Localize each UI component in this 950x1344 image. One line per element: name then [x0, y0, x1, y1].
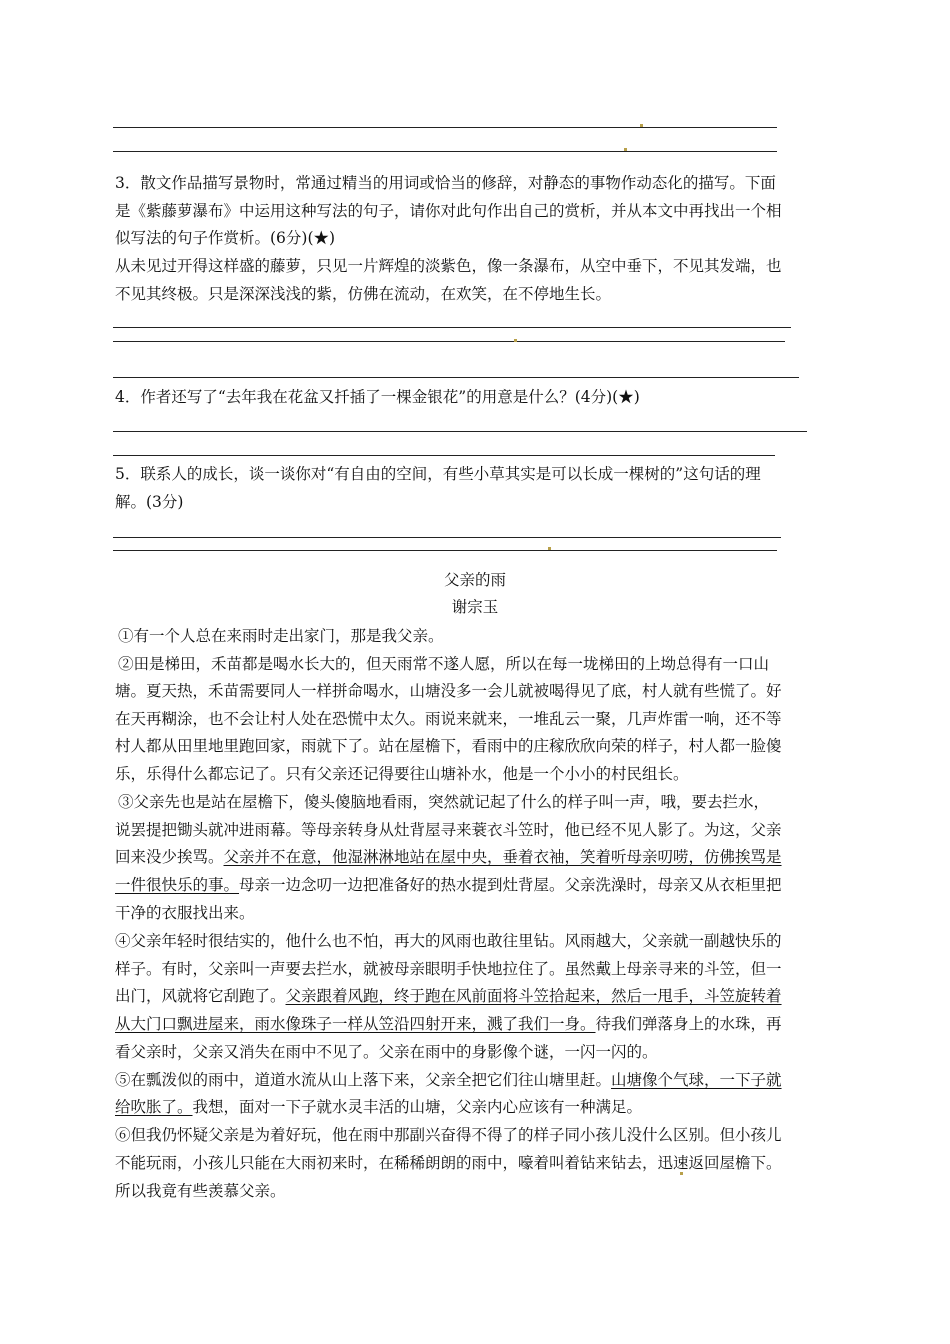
underlined-sentence: 一件很快乐的事。 — [115, 876, 240, 894]
paragraph-6-line-3: 所以我竟有些羡慕父亲。 — [115, 1182, 286, 1200]
paragraph-6-line-2: 不能玩雨，小孩儿只能在大雨初来时，在稀稀朗朗的雨中，嚎着叫着钻来钻去，迅速返回屋檐下。 — [115, 1154, 782, 1172]
paragraph-2-line-2: 塘。夏天热，禾苗需要同人一样拼命喝水，山塘没多一会儿就被喝得见了底，村人就有些慌了。好 — [115, 682, 782, 700]
question-3-quote-line-1: 从未见过开得这样盛的藤萝，只见一片辉煌的淡紫色，像一条瀑布，从空中垂下，不见其发端，也 — [115, 257, 782, 275]
underlined-sentence: 从大门口飘进屋来，雨水像珠子一样从笠沿四射开来，溅了我们一身。 — [115, 1015, 596, 1033]
paragraph-4-line-4 — [115, 1011, 782, 1038]
scan-speck — [640, 124, 643, 127]
answer-line — [113, 550, 777, 551]
answer-line — [113, 151, 777, 152]
paragraph-3-line-1: ③父亲先也是站在屋檐下，傻头傻脑地看雨，突然就记起了什么的样子叫一声，哦，要去拦水， — [118, 793, 770, 811]
answer-line — [113, 327, 791, 328]
paragraph-5-line-2 — [115, 1094, 642, 1121]
plain-text: ⑤在瓢泼似的雨中，道道水流从山上落下来，父亲全把它们往山塘里赶。 — [115, 1071, 612, 1089]
plain-text: 我想，面对一下子就水灵丰活的山塘，父亲内心应该有一种满足。 — [192, 1098, 643, 1116]
question-5-line-2: 解。(3分) — [115, 493, 184, 511]
article-author: 谢宗玉 — [451, 598, 499, 616]
paragraph-4-line-1: ④父亲年轻时很结实的，他什么也不怕，再大的风雨也敢往里钻。风雨越大，父亲就一副越快乐的 — [115, 932, 782, 950]
paragraph-5-line-1 — [115, 1067, 782, 1094]
paragraph-2-line-1: ②田是梯田，禾苗都是喝水长大的，但天雨常不遂人愿，所以在每一垅梯田的上坳总得有一口山 — [118, 655, 770, 673]
question-5-line-1: 5．联系人的成长，谈一谈你对“有自由的空间，有些小草其实是可以长成一棵树的”这句话的理 — [115, 465, 761, 483]
plain-text: 待我们弹落身上的水珠，再 — [595, 1015, 782, 1033]
answer-line — [113, 537, 781, 538]
scan-speck — [548, 547, 551, 550]
paragraph-2-line-5: 乐，乐得什么都忘记了。只有父亲还记得要往山塘补水，他是一个小小的村民组长。 — [115, 765, 689, 783]
answer-line — [113, 341, 785, 342]
paragraph-2-line-3: 在天再糊涂，也不会让村人处在恐慌中太久。雨说来就来，一堆乱云一聚，几声炸雷一响，还不等 — [115, 710, 782, 728]
question-3-line-2: 是《紫藤萝瀑布》中运用这种写法的句子，请你对此句作出自己的赏析，并从本文中再找出一个相 — [115, 202, 782, 220]
answer-line — [113, 377, 799, 378]
question-3-quote-line-2: 不见其终极。只是深深浅浅的紫，仿佛在流动，在欢笑，在不停地生长。 — [115, 285, 612, 303]
article-title: 父亲的雨 — [443, 571, 506, 589]
plain-text: 母亲一边念叨一边把准备好的热水提到灶背屋。父亲洗澡时，母亲又从衣柜里把 — [239, 876, 782, 894]
plain-text: 出门，风就将它刮跑了。 — [115, 987, 286, 1005]
underlined-sentence: 父亲并不在意，他湿淋淋地站在屋中央，垂着衣袖，笑着听母亲叨唠，仿佛挨骂是 — [223, 848, 782, 866]
question-3-line-1: 3．散文作品描写景物时，常通过精当的用词或恰当的修辞，对静态的事物作动态化的描写。下面 — [115, 174, 776, 192]
question-3-line-3: 似写法的句子作赏析。(6分)(★) — [115, 229, 336, 247]
answer-line — [113, 455, 775, 456]
paragraph-1: ①有一个人总在来雨时走出家门，那是我父亲。 — [118, 627, 444, 645]
scan-speck — [624, 148, 627, 151]
scan-speck — [680, 1172, 683, 1175]
paragraph-4-line-2: 样子。有时，父亲叫一声要去拦水，就被母亲眼明手快地拉住了。虽然戴上母亲寻来的斗笠，但一 — [115, 960, 782, 978]
paragraph-3-line-4 — [115, 872, 782, 899]
answer-line — [113, 127, 777, 128]
paragraph-4-line-3 — [115, 983, 782, 1010]
paragraph-3-line-3 — [115, 844, 782, 871]
question-4: 4．作者还写了“去年我在花盆又扦插了一棵金银花”的用意是什么？(4分)(★) — [115, 388, 640, 406]
paragraph-6-line-1: ⑥但我仍怀疑父亲是为着好玩，他在雨中那副兴奋得不得了的样子同小孩儿没什么区别。但小孩儿 — [115, 1126, 782, 1144]
paragraph-4-line-5: 看父亲时，父亲又消失在雨中不见了。父亲在雨中的身影像个谜，一闪一闪的。 — [115, 1043, 658, 1061]
underlined-sentence: 给吹胀了。 — [115, 1098, 193, 1116]
underlined-sentence: 山塘像个气球，一下子就 — [611, 1071, 782, 1089]
underlined-sentence: 父亲跟着风跑，终于跑在风前面将斗笠拾起来，然后一甩手，斗笠旋转着 — [285, 987, 782, 1005]
scan-speck — [514, 339, 517, 342]
paragraph-3-line-2: 说罢提把锄头就冲进雨幕。等母亲转身从灶背屋寻来蓑衣斗笠时，他已经不见人影了。为这，父亲 — [115, 821, 782, 839]
answer-line — [113, 431, 807, 432]
paragraph-2-line-4: 村人都从田里地里跑回家，雨就下了。站在屋檐下，看雨中的庄稼欣欣向荣的样子，村人都一脸傻 — [115, 737, 782, 755]
plain-text: 回来没少挨骂。 — [115, 848, 224, 866]
paragraph-3-line-5: 干净的衣服找出来。 — [115, 904, 255, 922]
